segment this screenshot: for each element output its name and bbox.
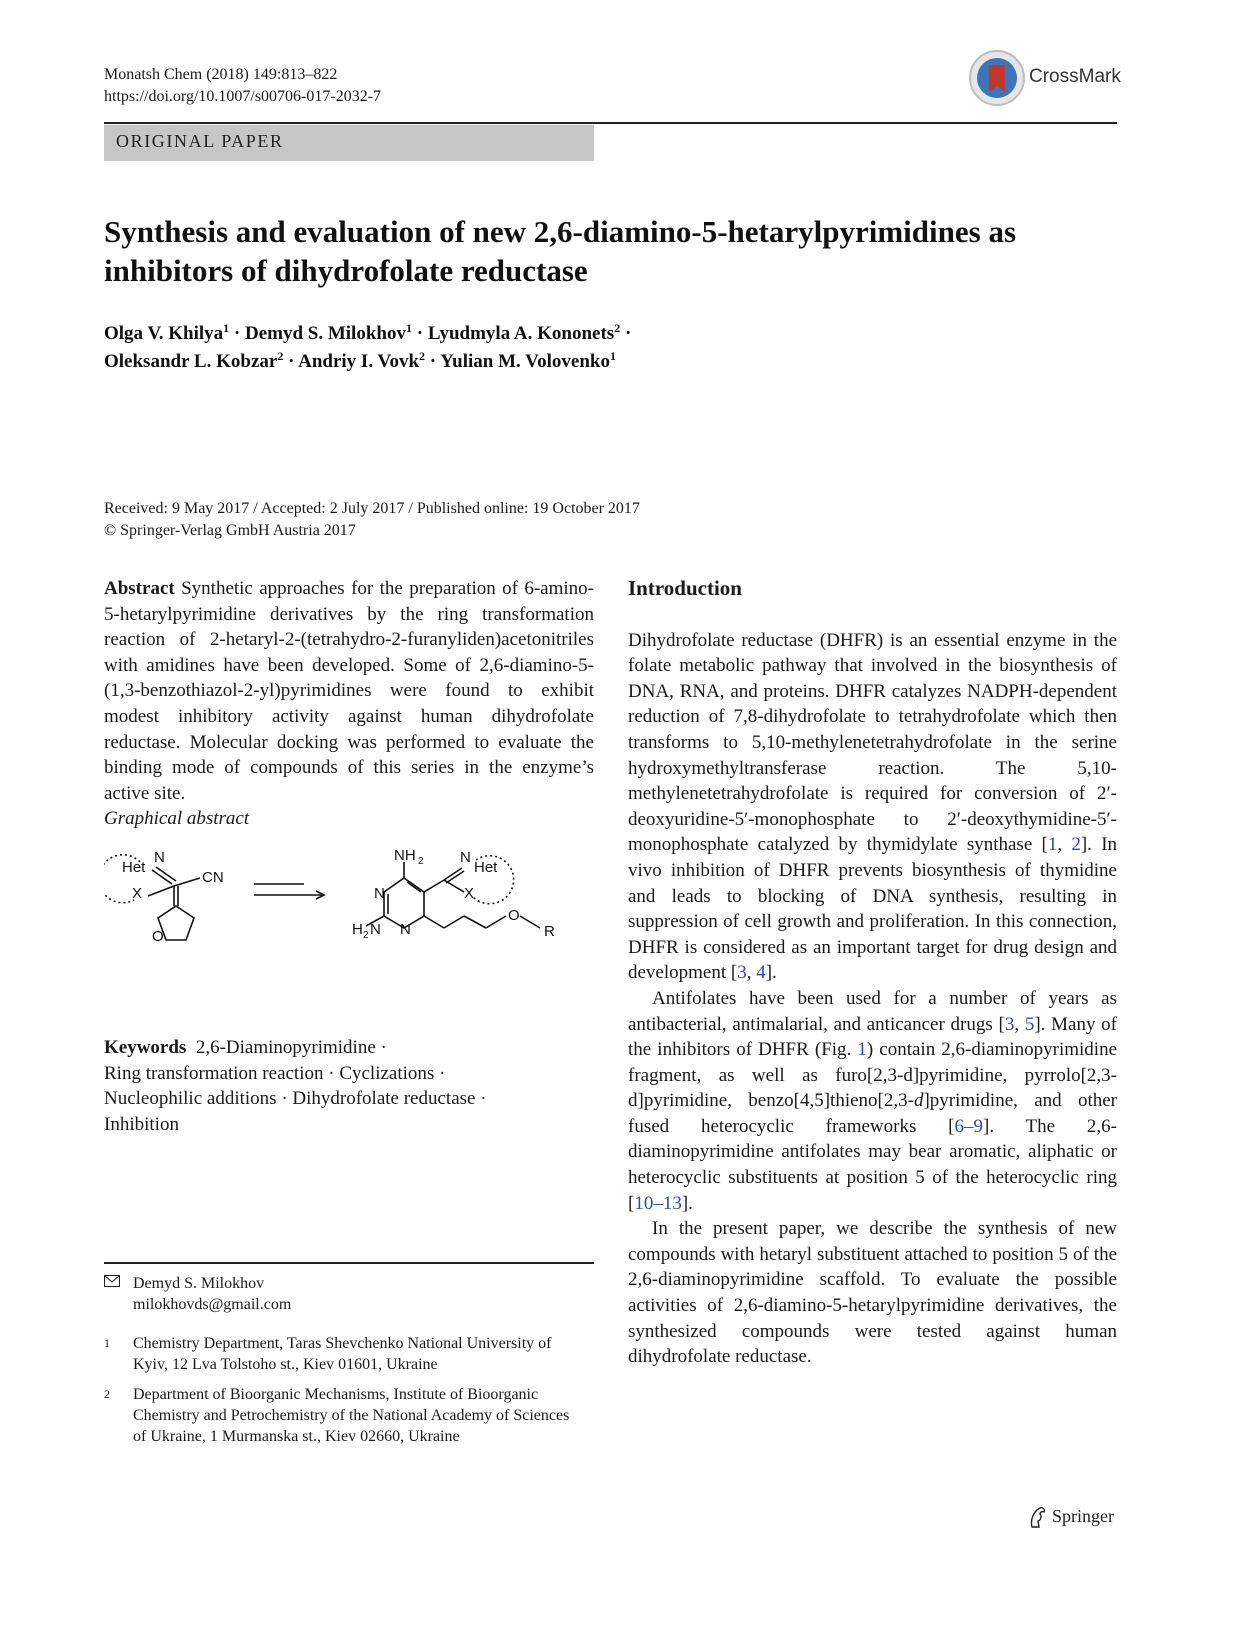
keyword: Ring transformation reaction xyxy=(104,1062,324,1084)
introduction xyxy=(628,576,1117,1370)
author[interactable]: Olga V. Khilya$^1$ xyxy=(104,321,230,344)
scheme-r: R xyxy=(544,923,555,940)
abstract xyxy=(104,576,594,832)
keyword: Nucleophilic additions xyxy=(104,1088,277,1110)
author[interactable]: Lyudmyla A. Kononets$^2$ xyxy=(427,321,621,344)
journal-citation: Monatsh Chem (2018) 149:813–822 xyxy=(104,66,338,83)
keyword: Cyclizations xyxy=(339,1062,435,1084)
paragraph: In the present paper, we describe the synthesis of new compounds with hetaryl substituent attached to position 5 of the 2,6-diaminopyrimidine scaffold. To evaluate the possible activities of 2,6-diamino-5-hetarylpyrimidine derivatives, the synthesized compounds were tested against human dihydrofolate reductase. xyxy=(628,1218,1117,1368)
doi-link[interactable]: https://doi.org/10.1007/s00706-017-2032-7 xyxy=(104,88,382,105)
affiliation-text: Chemistry Department, Taras Shevchenko National University of Kyiv, 12 Lva Tolstoho st., Kiev 01601, Ukraine xyxy=(133,1335,552,1373)
citation-link[interactable]: 3 xyxy=(1004,1013,1015,1035)
scheme-het-start: Het xyxy=(122,859,146,876)
section-heading: Introduction xyxy=(628,576,742,600)
keywords-label: Keywords xyxy=(104,1037,187,1058)
scheme-n1: N xyxy=(374,885,385,902)
scheme-nh2-sub: 2 xyxy=(418,856,424,867)
article-dates xyxy=(104,498,640,542)
scheme-h2n-main: H xyxy=(352,921,363,938)
abstract-label: Abstract xyxy=(104,578,175,599)
envelope-icon xyxy=(104,1273,120,1294)
author[interactable]: Oleksandr L. Kobzar$^2$ xyxy=(104,349,284,372)
crossmark-badge[interactable] xyxy=(967,48,1121,112)
paragraph: Antifolates have been used for a number of years as antibacterial, antimalarial, and anticancer drugs [3, 5]. Many of the inhibitors of DHFR (Fig. 1) contain 2,6-diaminopyrimidine fragment, as well as furo[2,3-d]pyrimidine, pyrrolo[2,3-d]pyrimidine, benzo[4,5]thieno[2,3-d]pyrimidine, and other fused heterocyclic frameworks [6–9]. The 2,6-diaminopyrimidine antifolates may bear aromatic, aliphatic or heterocyclic substituents at position 5 of the heterocyclic ring [10–13]. xyxy=(628,987,1118,1214)
springer-horse-icon xyxy=(1028,1505,1048,1529)
affiliation-text: Department of Bioorganic Mechanisms, Institute of Bioorganic Chemistry and Petrochemistry of the National Academy of Sciences of Ukraine, 1 Murmanska st., Kiev 02660, Ukraine xyxy=(133,1386,570,1445)
scheme-n-start: N xyxy=(154,849,165,866)
scheme-het-product: Het xyxy=(474,859,498,876)
scheme-h2n-tail: N xyxy=(370,921,381,938)
scheme-h2n-sub: 2 xyxy=(363,930,369,941)
publisher-logo xyxy=(1028,1505,1128,1531)
citation-link[interactable]: 6–9 xyxy=(954,1115,983,1137)
figure-link[interactable]: 1 xyxy=(857,1039,867,1061)
graphical-abstract-scheme xyxy=(104,848,594,998)
header-rule xyxy=(104,122,1117,124)
citation-link[interactable]: 4 xyxy=(756,962,766,984)
crossmark-icon xyxy=(967,48,1027,108)
scheme-n3: N xyxy=(400,921,411,938)
scheme-o-ring: O xyxy=(152,928,164,945)
author[interactable]: Andriy I. Vovk$^2$ xyxy=(298,349,426,372)
citation-link[interactable]: 5 xyxy=(1024,1013,1035,1035)
author[interactable]: Demyd S. Milokhov$^1$ xyxy=(244,321,412,344)
keyword: Dihydrofolate reductase xyxy=(292,1088,476,1110)
footnote-rule xyxy=(104,1262,594,1264)
crossmark-label: CrossMark xyxy=(1029,66,1121,87)
reaction-scheme-figure xyxy=(104,848,594,998)
publisher-name: Springer xyxy=(1052,1506,1114,1526)
citation-link[interactable]: 10–13 xyxy=(634,1192,682,1214)
scheme-nh2-main: NH xyxy=(394,848,416,864)
scheme-x-product: X xyxy=(464,885,475,902)
affiliation-number: 2 xyxy=(104,1387,110,1401)
section-banner xyxy=(104,125,594,161)
citation-link[interactable]: 3 xyxy=(737,962,747,984)
scheme-o-chain: O xyxy=(508,907,520,924)
paragraph: Dihydrofolate reductase (DHFR) is an essential enzyme in the folate metabolic pathway that involved in the biosynthesis of DNA, RNA, and proteins. DHFR catalyzes NADPH-dependent reduction of 7,8-dihydrofolate to tetrahydrofolate which then transforms to 5,10-methylenetetrahydrofolate in the serine hydroxymethyltransferase reaction. The 5,10-methylenetetrahydrofolate is required for conversion of 2′-deoxyuridine-5′-monophosphate to 2′-deoxythymidine-5′-monophosphate catalyzed by thymidylate synthase [1, 2]. In vivo inhibition of DHFR prevents biosynthesis of thymidine and leads to blocking of DNA synthesis, resulting in suppression of cell growth and proliferation. In this connection, DHFR is considered as an important target for drug design and development [3, 4]. xyxy=(628,629,1118,984)
affiliation-number: 1 xyxy=(104,1336,110,1350)
citation-link[interactable]: 1 xyxy=(1047,834,1058,856)
keyword: Inhibition xyxy=(104,1113,179,1135)
author[interactable]: Yulian M. Volovenko$^1$ xyxy=(440,349,617,372)
keywords: Keywords 2,6-Diaminopyrimidine · Ring transformation reaction · Cyclizations · Nucleophilic additions · Dihydrofolate reductase · Inhibition xyxy=(104,1037,487,1135)
copyright: © Springer-Verlag GmbH Austria 2017 xyxy=(104,522,356,539)
graphical-abstract-label: Graphical abstract xyxy=(104,808,250,830)
citation-link[interactable]: 2 xyxy=(1071,834,1081,856)
scheme-x-start: X xyxy=(132,885,143,902)
author-list: Olga V. Khilya$^1$ · Demyd S. Milokhov$^1$ · Lyudmyla A. Kononets$^2$ · Oleksandr L. Kobzar$^2$ · Andriy I. Vovk$^2$ · Yulian M. Volovenko$^1$ xyxy=(104,321,632,372)
article-title: Synthesis and evaluation of new 2,6-diamino-5-hetarylpyrimidines as inhibitors of dihydrofolate reductase xyxy=(104,214,1017,288)
journal-meta xyxy=(104,64,381,108)
keyword: 2,6-Diaminopyrimidine xyxy=(195,1037,376,1058)
section-label: ORIGINAL PAPER xyxy=(116,131,284,151)
history-dates: Received: 9 May 2017 / Accepted: 2 July 2017 / Published online: 19 October 2017 xyxy=(104,500,640,517)
corresponding-name: Demyd S. Milokhov xyxy=(133,1275,265,1292)
scheme-n-product: N xyxy=(460,849,471,866)
corresponding-email[interactable]: milokhovds@gmail.com xyxy=(133,1296,292,1313)
abstract-text: Synthetic approaches for the preparation of 6-amino-5-hetarylpyrimidine derivatives by the ring transformation reaction of 2-hetaryl-2-(tetrahydro-2-furanyliden)acetonitriles with amidines have been developed. Some of 2,6-diamino-5-(1,3-benzothiazol-2-yl)pyrimidines were found to exhibit modest inhibitory activity against human dihydrofolate reductase. Molecular docking was performed to evaluate the binding mode of compounds of this series in the enzyme’s active site. xyxy=(104,578,594,804)
scheme-cn: CN xyxy=(202,869,224,886)
